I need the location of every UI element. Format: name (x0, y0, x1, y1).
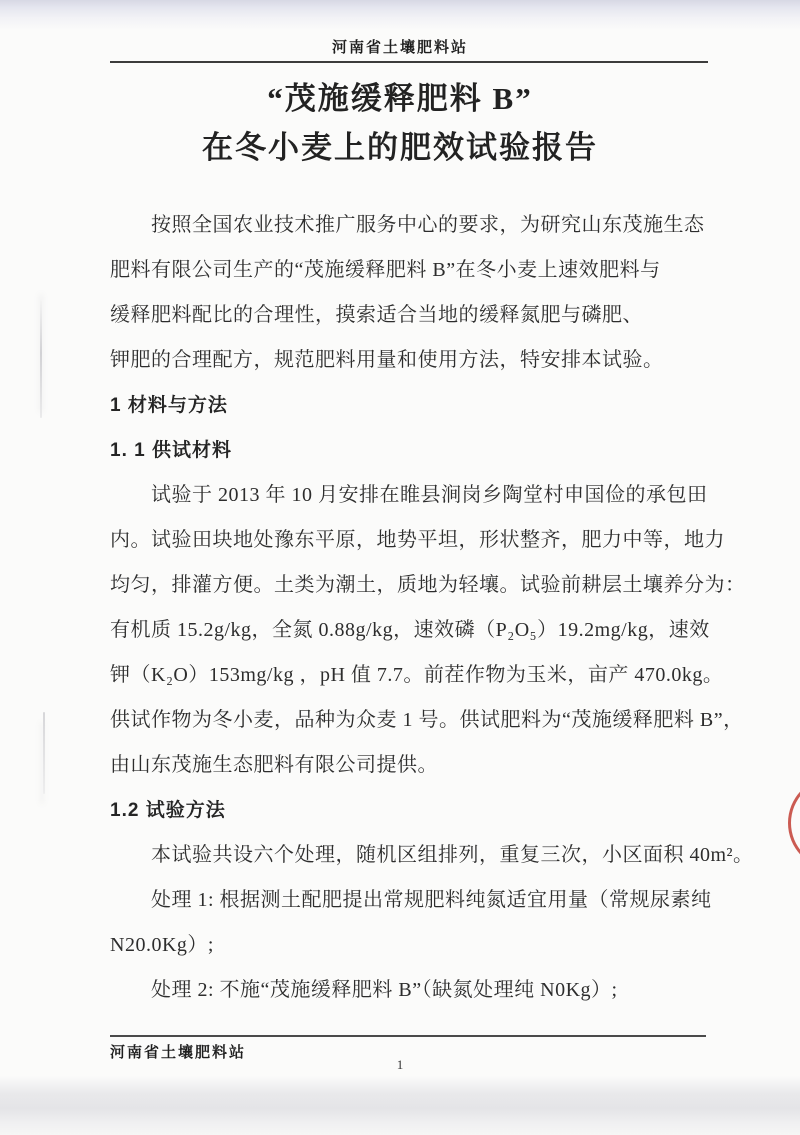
red-stamp-arc (788, 777, 800, 869)
method-line-3: N20.0Kg）; (110, 934, 214, 956)
method-line-4: 处理 2: 不施“茂施缓释肥料 B”（缺氮处理纯 N0Kg）; (151, 979, 618, 1001)
header-organization: 河南省土壤肥料站 (331, 40, 468, 56)
method-line-2: 处理 1: 根据测土配肥提出常规肥料纯氮适宜用量（常规尿素纯 (151, 889, 712, 911)
materials-line-5: 钾（K₂O）153mg/kg ，pH 值 7.7。前茬作物为玉米，亩产 470.0kg。 (110, 664, 724, 686)
materials-line-3: 均匀，排灌方便。土类为潮土，质地为轻壤。试验前耕层土壤养分为： (110, 574, 746, 596)
title-line-1: “茂施缓释肥料 B” (267, 81, 533, 116)
materials-line-1: 试验于 2013 年 10 月安排在睢县涧岗乡陶堂村申国俭的承包田 (151, 484, 708, 506)
materials-line-2: 内。试验田块地处豫东平原，地势平坦，形状整齐，肥力中等，地力 (110, 529, 725, 551)
intro-line-1: 按照全国农业技术推广服务中心的要求，为研究山东茂施生态 (151, 214, 705, 236)
page-number: 1 (396, 1057, 404, 1072)
header-rule (110, 61, 708, 63)
scan-artifact-scratch-1 (40, 300, 42, 418)
heading-test-method: 1.2 试验方法 (110, 800, 226, 821)
intro-line-2: 肥料有限公司生产的“茂施缓释肥料 B”在冬小麦上速效肥料与 (110, 259, 661, 281)
scan-artifact-scratch-2 (43, 712, 45, 794)
heading-materials-and-methods: 1 材料与方法 (110, 395, 228, 416)
heading-test-materials: 1. 1 供试材料 (110, 440, 232, 461)
footer-organization: 河南省土壤肥料站 (110, 1045, 247, 1061)
method-line-1: 本试验共设六个处理，随机区组排列，重复三次，小区面积 40m²。 (151, 844, 754, 866)
scan-artifact-bottom-band (0, 1076, 800, 1135)
intro-line-4: 钾肥的合理配方，规范肥料用量和使用方法，特安排本试验。 (110, 349, 664, 371)
title-line-2: 在冬小麦上的肥效试验报告 (202, 130, 598, 165)
scan-artifact-top-band (0, 0, 800, 30)
materials-line-6: 供试作物为冬小麦，品种为众麦 1 号。供试肥料为“茂施缓释肥料 B”， (110, 709, 744, 731)
materials-line-7: 由山东茂施生态肥料有限公司提供。 (110, 754, 438, 776)
document-title (0, 74, 800, 172)
materials-line-4: 有机质 15.2g/kg，全氮 0.88g/kg，速效磷（P₂O₅）19.2mg/kg，速效 (110, 619, 710, 641)
footer-rule (110, 1035, 706, 1037)
document-body (110, 203, 754, 1013)
intro-line-3: 缓释肥料配比的合理性，摸索适合当地的缓释氮肥与磷肥、 (110, 304, 643, 326)
